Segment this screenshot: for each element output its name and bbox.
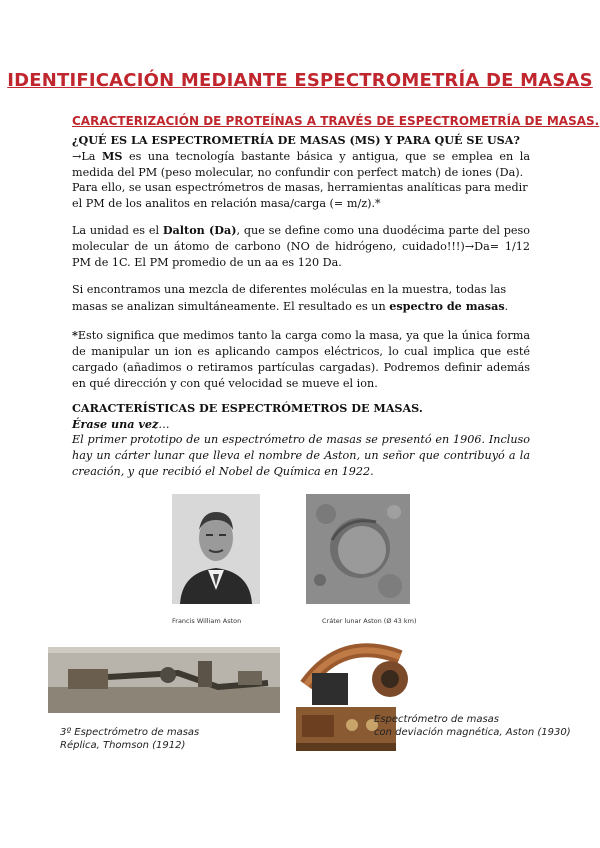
paragraph-dalton bbox=[72, 222, 530, 271]
section-subtitle: CARACTERIZACIÓN DE PROTEÍNAS A TRAVÉS DE ESPECTROMETRÍA DE MASAS. bbox=[72, 114, 600, 128]
mass-spectrum-term: espectro de masas bbox=[389, 299, 505, 313]
page-title: IDENTIFICACIÓN MEDIANTE ESPECTROMETRÍA DE MASAS bbox=[7, 70, 593, 91]
paragraph-ms-intro bbox=[72, 148, 530, 181]
aston-spectrometer-image bbox=[282, 627, 420, 759]
aston-device-caption-line2: con deviación magnética, Aston (1930) bbox=[374, 727, 571, 738]
aston-portrait-caption: Francis William Aston bbox=[172, 617, 242, 625]
thomson-caption-line1: 3º Espectrómetro de masas bbox=[60, 727, 200, 738]
paragraph-spectrometers: Para ello, se usan espectrómetros de masas, herramientas analíticas para medir el PM de los analitos en relación masa/carga (= m/z).* bbox=[72, 181, 528, 210]
question-heading: ¿QUÉ ES LA ESPECTROMETRÍA DE MASAS (MS) Y PARA QUÉ SE USA? bbox=[72, 133, 520, 147]
asterisk: * bbox=[72, 328, 78, 342]
once-bold: Érase una vez bbox=[72, 417, 159, 431]
once-upon-a-time bbox=[72, 416, 530, 433]
aston-portrait-image bbox=[172, 494, 260, 604]
arrow-symbol: → bbox=[72, 150, 82, 163]
para1-pre: La bbox=[81, 150, 103, 163]
thomson-spectrometer-image bbox=[48, 647, 280, 713]
ms-term: MS bbox=[102, 149, 123, 163]
aston-device-caption-line1: Espectrómetro de masas bbox=[374, 714, 499, 725]
aston-device-caption bbox=[374, 713, 571, 739]
paragraph-charge-note bbox=[72, 327, 530, 392]
dalton-term: Dalton (Da) bbox=[162, 223, 237, 237]
para4-pre: Si encontramos una mezcla de diferentes moléculas en la muestra, todas las masas se analizan simultáneamente. El resultado es un bbox=[72, 283, 507, 313]
para5-text: Esto significa que medimos tanto la carga como la masa, ya que la única forma de manipular un ion es aplicando campos eléctricos, lo cual implica que esté cargado (añadimos o retiramos partículas cargadas). Podremos definir además en qué dirección y con qué velocidad se mueve el ion. bbox=[72, 329, 530, 390]
para3-pre: La unidad es el bbox=[72, 224, 163, 237]
thomson-caption bbox=[60, 726, 199, 752]
once-ellipsis: … bbox=[158, 418, 170, 431]
aston-crater-image bbox=[306, 494, 410, 604]
para4-post: . bbox=[504, 300, 509, 313]
para1-post: es una tecnología bastante básica y antigua, que se emplea en la medida del PM (peso molecular, no confundir con perfect match) de iones (Da). bbox=[72, 150, 531, 179]
crater-caption: Cráter lunar Aston (Ø 43 km) bbox=[322, 617, 417, 625]
para3-post: , que se define como una duodécima parte del peso molecular de un átomo de carbono (NO de hidrógeno, cuidado!!!)→Da= 1/12 PM de 1C. El PM promedio de un aa es 120 Da. bbox=[72, 224, 530, 269]
section-heading-characteristics: CARACTERÍSTICAS DE ESPECTRÓMETROS DE MASAS. bbox=[72, 401, 423, 415]
paragraph-mixture bbox=[72, 282, 530, 315]
thomson-caption-line2: Réplica, Thomson (1912) bbox=[60, 740, 186, 751]
history-paragraph: El primer prototipo de un espectrómetro de masas se presentó en 1906. Incluso hay un cárter lunar que lleva el nombre de Aston, un señor que contribuyó a la creación, y que recibió el Nobel de Química en 1922. bbox=[72, 433, 530, 478]
